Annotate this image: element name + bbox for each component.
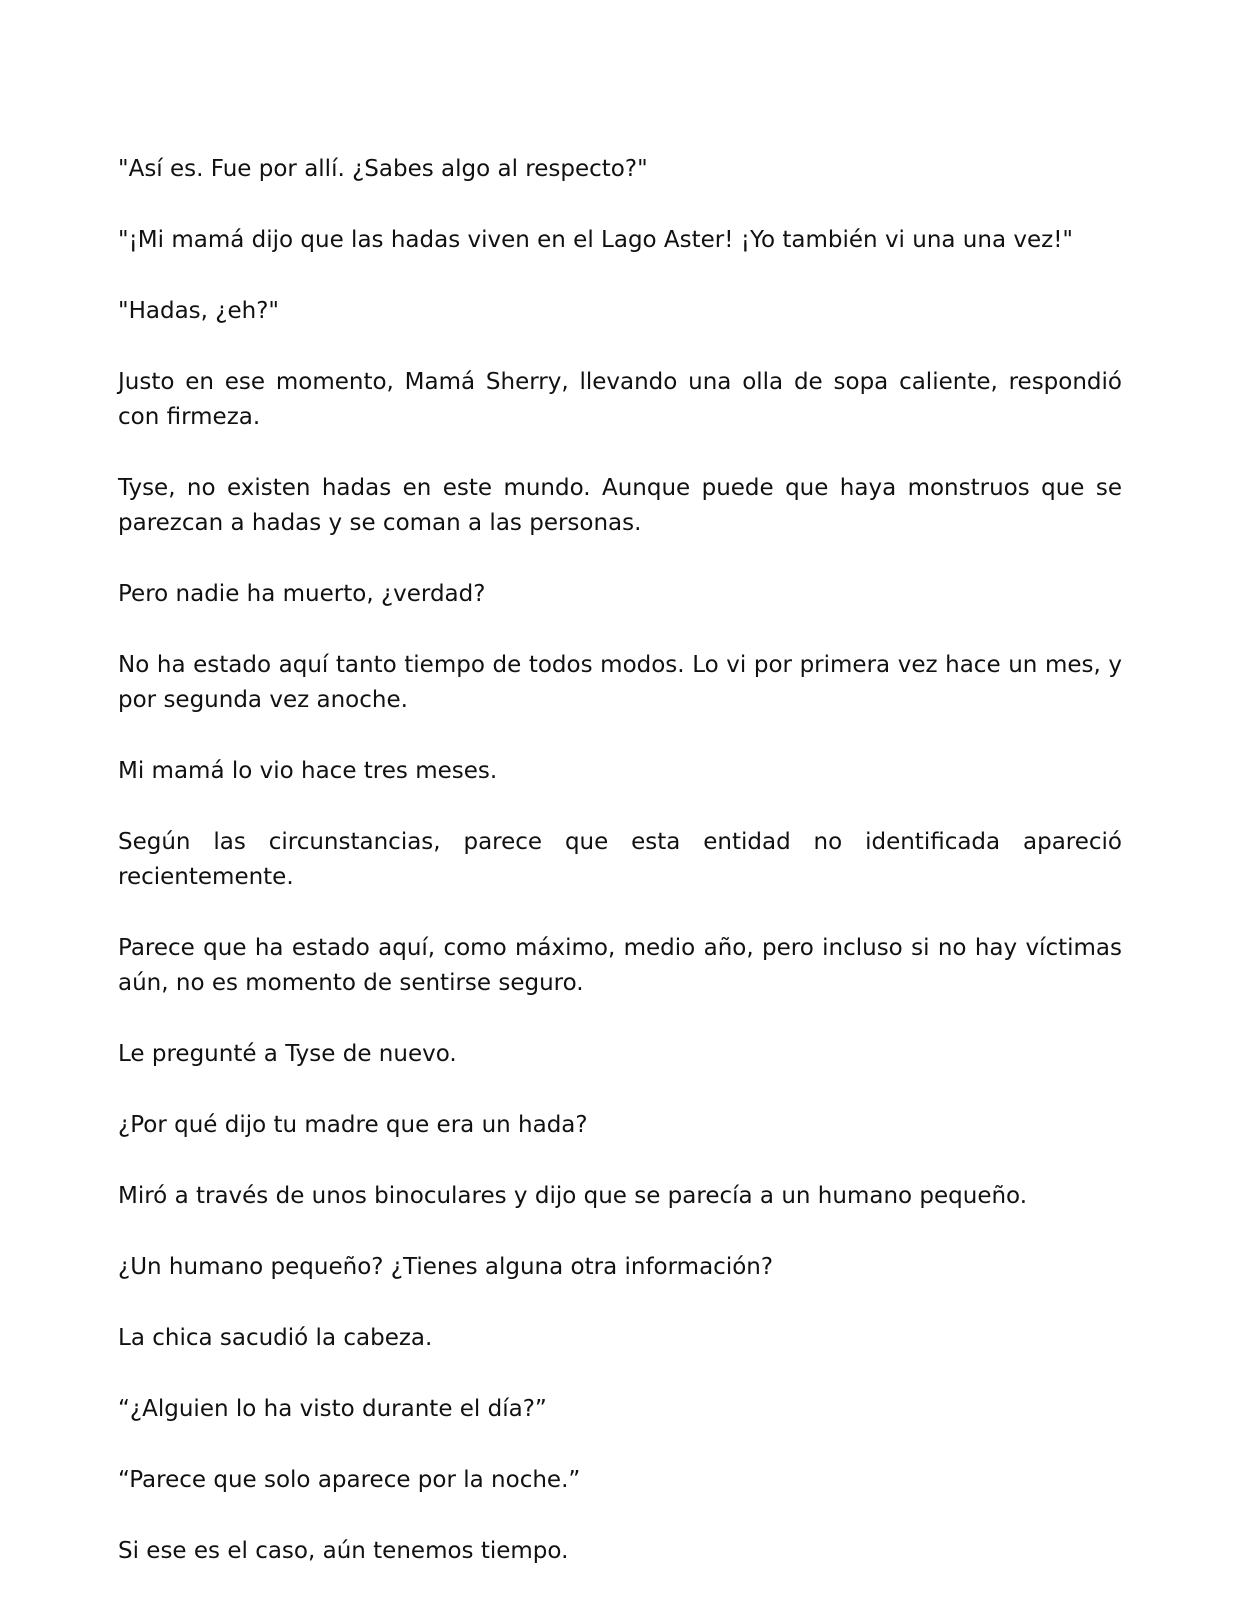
paragraph: "¡Mi mamá dijo que las hadas viven en el Lago Aster! ¡Yo también vi una una vez!" xyxy=(118,227,1074,253)
paragraph: No ha estado aquí tanto tiempo de todos modos. Lo vi por primera vez hace un mes, y por segunda vez anoche. xyxy=(118,652,1122,713)
paragraph: Parece que ha estado aquí, como máximo, medio año, pero incluso si no hay víctimas aún, no es momento de sentirse seguro. xyxy=(118,935,1122,996)
paragraph: ¿Por qué dijo tu madre que era un hada? xyxy=(118,1112,588,1138)
document-body xyxy=(118,152,1122,1569)
paragraph: La chica sacudió la cabeza. xyxy=(118,1325,433,1351)
paragraph: Le pregunté a Tyse de nuevo. xyxy=(118,1041,457,1067)
paragraph: "Así es. Fue por allí. ¿Sabes algo al respecto?" xyxy=(118,156,648,182)
paragraph: Justo en ese momento, Mamá Sherry, llevando una olla de sopa caliente, respondió con firmeza. xyxy=(118,369,1122,430)
paragraph: "Hadas, ¿eh?" xyxy=(118,298,279,324)
paragraph: Tyse, no existen hadas en este mundo. Aunque puede que haya monstruos que se parezcan a hadas y se coman a las personas. xyxy=(118,475,1122,536)
paragraph: Si ese es el caso, aún tenemos tiempo. xyxy=(118,1538,569,1564)
paragraph: ¿Un humano pequeño? ¿Tienes alguna otra información? xyxy=(118,1254,774,1280)
paragraph: Pero nadie ha muerto, ¿verdad? xyxy=(118,581,486,607)
paragraph: Miró a través de unos binoculares y dijo que se parecía a un humano pequeño. xyxy=(118,1183,1028,1209)
paragraph: “¿Alguien lo ha visto durante el día?” xyxy=(118,1396,547,1422)
paragraph: Mi mamá lo vio hace tres meses. xyxy=(118,758,498,784)
paragraph: Según las circunstancias, parece que esta entidad no identificada apareció recientemente. xyxy=(118,829,1122,890)
paragraph: “Parece que solo aparece por la noche.” xyxy=(118,1467,581,1493)
